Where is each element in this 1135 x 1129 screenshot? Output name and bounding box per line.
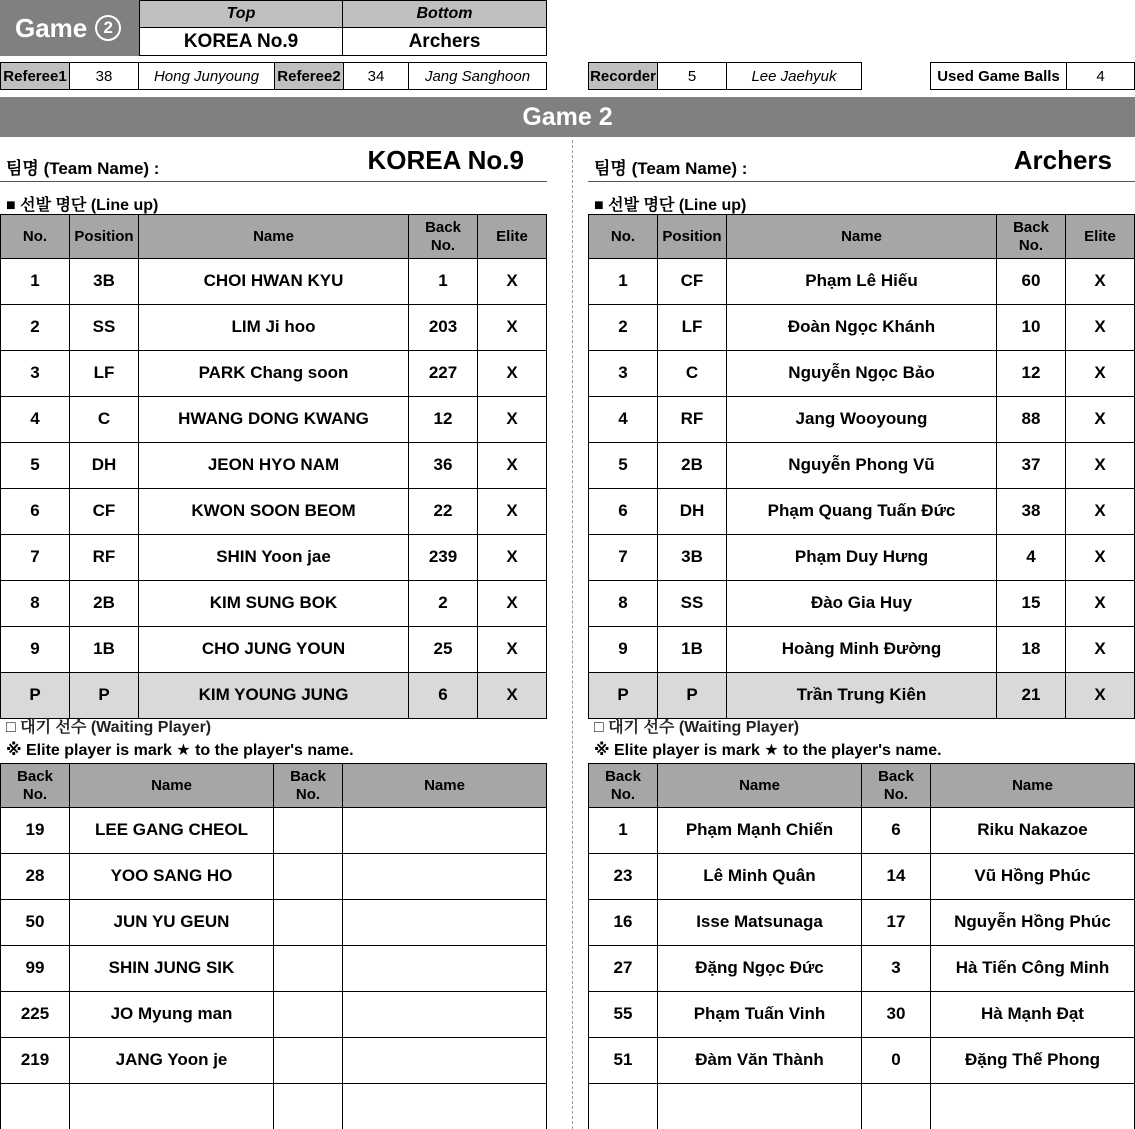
lineup-position: RF <box>70 535 139 581</box>
waiting-back-no: 14 <box>862 854 931 900</box>
waiting-player-name: YOO SANG HO <box>70 854 274 900</box>
col-header-name: Name <box>658 764 862 808</box>
lineup-position: SS <box>658 581 727 627</box>
lineup-position: 2B <box>70 581 139 627</box>
lineup-player-name: Jang Wooyoung <box>727 397 997 443</box>
waiting-back-no: 225 <box>1 992 70 1038</box>
lineup-position: LF <box>70 351 139 397</box>
waiting-back-no: 16 <box>589 900 658 946</box>
waiting-player-name <box>343 992 547 1038</box>
lineup-position: 2B <box>658 443 727 489</box>
waiting-back-no <box>274 946 343 992</box>
lineup-back-no: 38 <box>997 489 1066 535</box>
center-divider <box>572 140 573 1129</box>
lineup-elite: X <box>1066 397 1135 443</box>
waiting-player-name <box>931 1084 1135 1129</box>
waiting-back-no <box>274 900 343 946</box>
team-name-left: KOREA No.9 <box>367 145 524 175</box>
waiting-player-name <box>70 1084 274 1129</box>
lineup-position: P <box>70 673 139 719</box>
bottom-team: Archers <box>342 27 547 56</box>
lineup-elite: X <box>1066 489 1135 535</box>
lineup-back-no: 36 <box>409 443 478 489</box>
lineup-player-name: JEON HYO NAM <box>139 443 409 489</box>
lineup-position: C <box>70 397 139 443</box>
game-number-circled: 2 <box>95 15 121 41</box>
col-header-back-no: Back No. <box>589 764 658 808</box>
lineup-position: DH <box>658 489 727 535</box>
lineup-title-right: ■ 선발 명단 (Line up) <box>594 197 747 214</box>
col-header-elite: Elite <box>478 215 547 259</box>
waiting-player-name: LEE GANG CHEOL <box>70 808 274 854</box>
lineup-elite: X <box>478 351 547 397</box>
lineup-elite: X <box>1066 535 1135 581</box>
referee2-label: Referee2 <box>274 62 344 90</box>
col-header-no: No. <box>589 215 658 259</box>
lineup-player-name: HWANG DONG KWANG <box>139 397 409 443</box>
waiting-player-name <box>343 1038 547 1084</box>
waiting-back-no: 17 <box>862 900 931 946</box>
lineup-no: 6 <box>1 489 70 535</box>
waiting-back-no <box>274 1038 343 1084</box>
lineup-player-name: KWON SOON BEOM <box>139 489 409 535</box>
lineup-back-no: 12 <box>997 351 1066 397</box>
waiting-player-name: Đặng Ngọc Đức <box>658 946 862 992</box>
referee1-label: Referee1 <box>0 62 70 90</box>
col-header-name: Name <box>931 764 1135 808</box>
lineup-no: 5 <box>589 443 658 489</box>
lineup-no: 9 <box>589 627 658 673</box>
waiting-back-no <box>274 808 343 854</box>
lineup-back-no: 10 <box>997 305 1066 351</box>
lineup-no: 5 <box>1 443 70 489</box>
game-label: Game <box>15 12 88 43</box>
referee2-name: Jang Sanghoon <box>408 62 547 90</box>
lineup-position: DH <box>70 443 139 489</box>
lineup-back-no: 12 <box>409 397 478 443</box>
lineup-back-no: 60 <box>997 259 1066 305</box>
lineup-back-no: 2 <box>409 581 478 627</box>
lineup-position: 1B <box>70 627 139 673</box>
lineup-player-name: Phạm Lê Hiếu <box>727 259 997 305</box>
lineup-no: 2 <box>589 305 658 351</box>
lineup-player-name: KIM SUNG BOK <box>139 581 409 627</box>
lineup-no: 4 <box>1 397 70 443</box>
lineup-no: 1 <box>589 259 658 305</box>
waiting-player-name: Đặng Thế Phong <box>931 1038 1135 1084</box>
waiting-player-name <box>658 1084 862 1129</box>
lineup-elite: X <box>478 305 547 351</box>
lineup-no: P <box>1 673 70 719</box>
lineup-back-no: 18 <box>997 627 1066 673</box>
lineup-elite: X <box>478 397 547 443</box>
lineup-player-name: Phạm Duy Hưng <box>727 535 997 581</box>
waiting-player-name: Nguyễn Hồng Phúc <box>931 900 1135 946</box>
lineup-position: CF <box>70 489 139 535</box>
waiting-back-no: 6 <box>862 808 931 854</box>
waiting-back-no: 0 <box>862 1038 931 1084</box>
lineup-position: SS <box>70 305 139 351</box>
waiting-player-name: Vũ Hồng Phúc <box>931 854 1135 900</box>
lineup-player-name: LIM Ji hoo <box>139 305 409 351</box>
lineup-back-no: 227 <box>409 351 478 397</box>
lineup-player-name: Đào Gia Huy <box>727 581 997 627</box>
referee1-name: Hong Junyoung <box>138 62 275 90</box>
team-name-right: Archers <box>1013 145 1112 175</box>
waiting-back-no <box>1 1084 70 1129</box>
lineup-elite: X <box>1066 351 1135 397</box>
lineup-player-name: CHOI HWAN KYU <box>139 259 409 305</box>
lineup-no: 1 <box>1 259 70 305</box>
waiting-player-name: JANG Yoon je <box>70 1038 274 1084</box>
waiting-player-name: JO Myung man <box>70 992 274 1038</box>
lineup-player-name: Trần Trung Kiên <box>727 673 997 719</box>
lineup-elite: X <box>1066 259 1135 305</box>
bottom-label: Bottom <box>342 0 547 28</box>
lineup-no: 4 <box>589 397 658 443</box>
col-header-back-no: Back No. <box>409 215 478 259</box>
lineup-back-no: 203 <box>409 305 478 351</box>
waiting-back-no: 30 <box>862 992 931 1038</box>
waiting-back-no: 219 <box>1 1038 70 1084</box>
lineup-position: C <box>658 351 727 397</box>
lineup-player-name: SHIN Yoon jae <box>139 535 409 581</box>
used-game-balls-label: Used Game Balls <box>930 62 1067 90</box>
lineup-back-no: 1 <box>409 259 478 305</box>
waiting-back-no: 50 <box>1 900 70 946</box>
lineup-back-no: 37 <box>997 443 1066 489</box>
recorder-label: Recorder <box>588 62 658 90</box>
waiting-player-name: Hà Tiến Công Minh <box>931 946 1135 992</box>
lineup-no: 8 <box>1 581 70 627</box>
waiting-back-no: 19 <box>1 808 70 854</box>
col-header-position: Position <box>70 215 139 259</box>
lineup-elite: X <box>478 581 547 627</box>
lineup-no: 2 <box>1 305 70 351</box>
col-header-back-no: Back No. <box>1 764 70 808</box>
waiting-player-name <box>343 1084 547 1129</box>
waiting-back-no: 99 <box>1 946 70 992</box>
waiting-player-name: Phạm Mạnh Chiến <box>658 808 862 854</box>
waiting-back-no: 1 <box>589 808 658 854</box>
lineup-elite: X <box>478 627 547 673</box>
lineup-no: 7 <box>1 535 70 581</box>
lineup-elite: X <box>1066 443 1135 489</box>
waiting-back-no: 28 <box>1 854 70 900</box>
lineup-table-left <box>0 214 547 719</box>
lineup-position: P <box>658 673 727 719</box>
col-header-back-no: Back No. <box>862 764 931 808</box>
lineup-elite: X <box>1066 305 1135 351</box>
lineup-player-name: Nguyễn Ngọc Bảo <box>727 351 997 397</box>
lineup-elite: X <box>478 443 547 489</box>
waiting-back-no: 3 <box>862 946 931 992</box>
waiting-back-no: 55 <box>589 992 658 1038</box>
col-header-back-no: Back No. <box>997 215 1066 259</box>
lineup-player-name: CHO JUNG YOUN <box>139 627 409 673</box>
top-label: Top <box>139 0 343 28</box>
lineup-no: 6 <box>589 489 658 535</box>
game-title <box>0 0 139 56</box>
waiting-back-no <box>589 1084 658 1129</box>
team-underline-left <box>0 181 547 182</box>
waiting-player-name <box>343 900 547 946</box>
waiting-back-no: 23 <box>589 854 658 900</box>
lineup-position: 1B <box>658 627 727 673</box>
waiting-player-name: Riku Nakazoe <box>931 808 1135 854</box>
waiting-player-name: SHIN JUNG SIK <box>70 946 274 992</box>
col-header-no: No. <box>1 215 70 259</box>
lineup-elite: X <box>478 673 547 719</box>
col-header-elite: Elite <box>1066 215 1135 259</box>
waiting-player-name: Phạm Tuấn Vinh <box>658 992 862 1038</box>
waiting-player-name: Hà Mạnh Đạt <box>931 992 1135 1038</box>
waiting-table-right <box>588 763 1135 1129</box>
lineup-elite: X <box>1066 581 1135 627</box>
lineup-elite: X <box>1066 673 1135 719</box>
waiting-back-no: 51 <box>589 1038 658 1084</box>
team-underline-right <box>588 181 1135 182</box>
waiting-table-left <box>0 763 547 1129</box>
col-header-name: Name <box>70 764 274 808</box>
lineup-player-name: Hoàng Minh Đường <box>727 627 997 673</box>
col-header-name: Name <box>139 215 409 259</box>
lineup-position: 3B <box>70 259 139 305</box>
lineup-back-no: 21 <box>997 673 1066 719</box>
waiting-back-no: 27 <box>589 946 658 992</box>
lineup-back-no: 6 <box>409 673 478 719</box>
lineup-no: 9 <box>1 627 70 673</box>
col-header-name: Name <box>343 764 547 808</box>
referee1-number: 38 <box>69 62 139 90</box>
lineup-position: CF <box>658 259 727 305</box>
lineup-no: 7 <box>589 535 658 581</box>
lineup-position: LF <box>658 305 727 351</box>
lineup-back-no: 15 <box>997 581 1066 627</box>
team-name-label-right: 팀명 (Team Name) : <box>594 159 748 178</box>
waiting-player-name: Đàm Văn Thành <box>658 1038 862 1084</box>
lineup-position: RF <box>658 397 727 443</box>
recorder-name: Lee Jaehyuk <box>726 62 862 90</box>
waiting-player-name <box>343 808 547 854</box>
elite-note-right: ※ Elite player is mark ★ to the player's name. <box>594 742 942 759</box>
lineup-back-no: 239 <box>409 535 478 581</box>
lineup-elite: X <box>478 535 547 581</box>
waiting-back-no <box>862 1084 931 1129</box>
lineup-elite: X <box>478 259 547 305</box>
col-header-position: Position <box>658 215 727 259</box>
lineup-player-name: Đoàn Ngọc Khánh <box>727 305 997 351</box>
waiting-back-no <box>274 992 343 1038</box>
lineup-no: 3 <box>1 351 70 397</box>
lineup-table-right <box>588 214 1135 719</box>
waiting-player-name <box>343 946 547 992</box>
lineup-no: P <box>589 673 658 719</box>
lineup-back-no: 88 <box>997 397 1066 443</box>
referee2-number: 34 <box>343 62 409 90</box>
waiting-title-right: □ 대기 선수 (Waiting Player) <box>594 719 800 736</box>
elite-note-left: ※ Elite player is mark ★ to the player's name. <box>6 742 354 759</box>
lineup-title-left: ■ 선발 명단 (Line up) <box>6 197 159 214</box>
lineup-elite: X <box>1066 627 1135 673</box>
col-header-back-no: Back No. <box>274 764 343 808</box>
waiting-back-no <box>274 1084 343 1129</box>
team-name-label-left: 팀명 (Team Name) : <box>6 159 160 178</box>
waiting-back-no <box>274 854 343 900</box>
waiting-player-name: JUN YU GEUN <box>70 900 274 946</box>
lineup-back-no: 25 <box>409 627 478 673</box>
lineup-back-no: 22 <box>409 489 478 535</box>
recorder-number: 5 <box>657 62 727 90</box>
waiting-player-name: Isse Matsunaga <box>658 900 862 946</box>
waiting-player-name: Lê Minh Quân <box>658 854 862 900</box>
used-game-balls-value: 4 <box>1066 62 1135 90</box>
lineup-player-name: KIM YOUNG JUNG <box>139 673 409 719</box>
lineup-no: 8 <box>589 581 658 627</box>
lineup-player-name: Phạm Quang Tuấn Đức <box>727 489 997 535</box>
lineup-no: 3 <box>589 351 658 397</box>
lineup-position: 3B <box>658 535 727 581</box>
lineup-back-no: 4 <box>997 535 1066 581</box>
lineup-elite: X <box>478 489 547 535</box>
lineup-player-name: PARK Chang soon <box>139 351 409 397</box>
game-banner: Game 2 <box>0 97 1135 137</box>
waiting-player-name <box>343 854 547 900</box>
lineup-player-name: Nguyễn Phong Vũ <box>727 443 997 489</box>
waiting-title-left: □ 대기 선수 (Waiting Player) <box>6 719 212 736</box>
col-header-name: Name <box>727 215 997 259</box>
top-team: KOREA No.9 <box>139 27 343 56</box>
